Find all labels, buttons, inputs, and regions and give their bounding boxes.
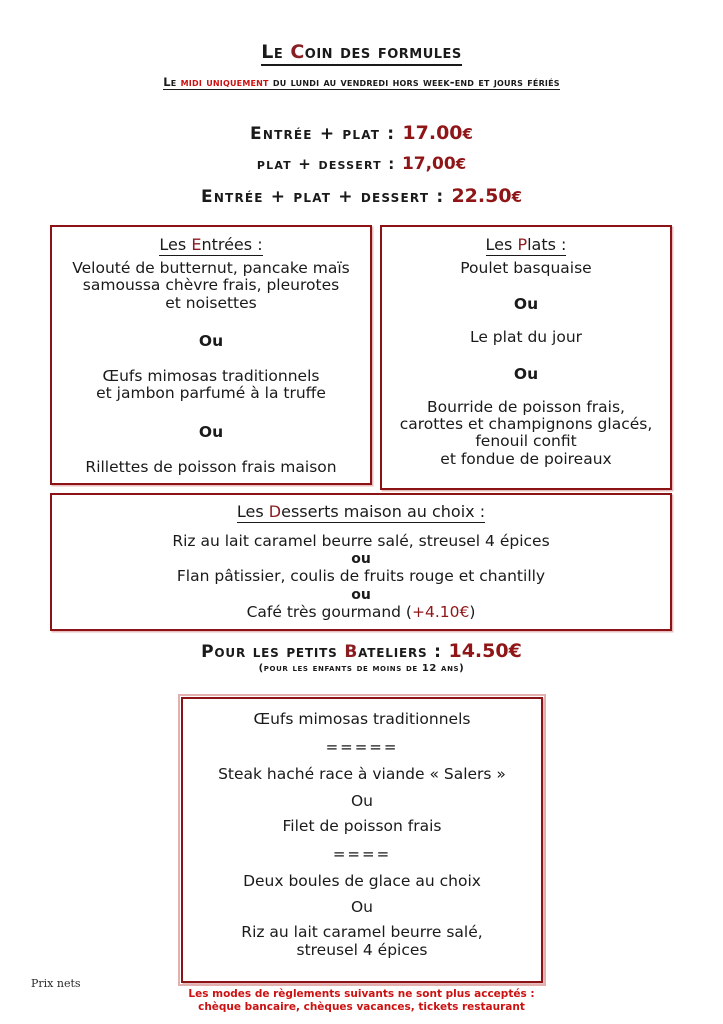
dessert-item-3-pre: Café très gourmand ( xyxy=(246,602,412,621)
kids-separator-2: ==== xyxy=(332,845,392,864)
kids-dessert-2-line-1: Riz au lait caramel beurre salé, xyxy=(241,923,483,942)
entree-item-1 xyxy=(52,260,370,312)
entree-item-1-line-1: Velouté de butternut, pancake maïs xyxy=(72,259,350,277)
plat-item-1 xyxy=(382,260,670,277)
plats-title-post: lats : xyxy=(527,235,567,254)
entrees-title-accent: E xyxy=(191,235,202,254)
kids-dessert-2-line-2: streusel 4 épices xyxy=(296,940,428,959)
dessert-item-2: Flan pâtissier, coulis de fruits rouge et chantilly xyxy=(176,567,546,586)
desserts-title-accent: D xyxy=(268,502,282,521)
entree-item-2 xyxy=(52,368,370,403)
prix-nets-label: Prix nets xyxy=(31,977,81,990)
price-amount: 17,00 xyxy=(401,154,456,174)
desserts-title-pre: Les xyxy=(236,502,269,521)
price-label: Entrée + plat + dessert : xyxy=(201,187,452,207)
price-label: Entrée + plat : xyxy=(250,124,403,144)
kids-main-1: Steak haché race à viande « Salers » xyxy=(218,765,506,784)
entree-item-2-line-2: et jambon parfumé à la truffe xyxy=(96,384,326,403)
plat-item-1-line-1: Poulet basquaise xyxy=(460,259,592,277)
plats-box xyxy=(380,225,672,490)
kids-or-2: Ou xyxy=(350,898,374,917)
desserts-title xyxy=(52,502,670,523)
kids-dessert-2 xyxy=(183,924,541,959)
price-line-entree-plat-dessert xyxy=(0,185,723,207)
kids-separator-1: ===== xyxy=(325,738,399,757)
plats-title-accent: P xyxy=(517,235,528,254)
plat-item-3-line-2: carottes et champignons glacés, xyxy=(399,415,653,434)
kids-starter: Œufs mimosas traditionnels xyxy=(253,710,471,728)
page-title-underlined xyxy=(261,41,462,66)
entrees-title-underlined xyxy=(159,235,262,256)
kids-title-accent: B xyxy=(344,642,359,662)
entree-item-3 xyxy=(52,459,370,476)
page-title xyxy=(0,41,723,66)
price-currency: € xyxy=(462,125,473,143)
entrees-title-pre: Les xyxy=(159,235,192,254)
page-title-pre: Le xyxy=(261,41,291,63)
entree-item-3-line-1: Rillettes de poisson frais maison xyxy=(85,457,337,476)
subtitle-pre: Le xyxy=(163,75,181,89)
price-label: plat + dessert : xyxy=(256,155,402,173)
page-title-accent: C xyxy=(290,41,305,63)
dessert-item-1: Riz au lait caramel beurre salé, streusel 4 épices xyxy=(172,532,550,550)
plats-title-pre: Les xyxy=(485,235,518,254)
plats-separator-1: Ou xyxy=(513,295,539,314)
page-title-post: oin des formules xyxy=(304,41,462,63)
entrees-title xyxy=(52,235,370,256)
kids-menu-title xyxy=(0,640,723,662)
plat-item-3-line-3: fenouil confit xyxy=(475,432,577,451)
price-line-plat-dessert xyxy=(0,154,723,174)
entrees-box xyxy=(50,225,372,485)
price-amount: 22.50 xyxy=(451,185,512,207)
plat-item-3-line-4: et fondue de poireaux xyxy=(440,449,612,468)
price-currency: € xyxy=(511,188,522,206)
payment-notice-line-2: chèque bancaire, chèques vacances, tickets restaurant xyxy=(198,1001,525,1014)
price-line-entree-plat xyxy=(0,122,723,144)
plats-title-underlined xyxy=(486,235,567,256)
dessert-item-3-supplement: +4.10€ xyxy=(411,602,470,621)
page-subtitle-underlined xyxy=(163,75,560,90)
page-subtitle xyxy=(0,75,723,90)
plats-separator-2: Ou xyxy=(513,364,539,383)
plat-item-3-line-1: Bourride de poisson frais, xyxy=(427,397,625,416)
desserts-separator-2: ou xyxy=(351,586,371,603)
entree-item-1-line-2: samoussa chèvre frais, pleurotes xyxy=(82,276,340,295)
subtitle-post: du lundi au vendredi hors week-end et jours fériés xyxy=(268,75,560,89)
dessert-item-3-post: ) xyxy=(469,602,476,621)
kids-main-2: Filet de poisson frais xyxy=(282,816,442,835)
desserts-box xyxy=(50,493,672,631)
plat-item-2-line-1: Le plat du jour xyxy=(469,328,583,347)
desserts-separator-1: ou xyxy=(351,551,371,568)
dessert-item-3 xyxy=(52,604,670,621)
entree-item-2-line-1: Œufs mimosas traditionnels xyxy=(102,367,320,386)
kids-or-1: Ou xyxy=(350,791,374,810)
kids-title-amount: 14.50€ xyxy=(448,640,522,662)
plats-title xyxy=(382,235,670,256)
kids-dessert-1: Deux boules de glace au choix xyxy=(243,872,481,891)
entrees-separator-1: Ou xyxy=(198,332,224,351)
payment-notice xyxy=(0,988,723,1014)
price-currency: € xyxy=(455,155,467,173)
desserts-title-post: esserts maison au choix : xyxy=(281,502,486,521)
subtitle-accent: midi uniquement xyxy=(180,75,269,89)
desserts-title-underlined xyxy=(237,502,485,523)
kids-title-post: ateliers : xyxy=(358,642,449,662)
kids-title-pre: Pour les petits xyxy=(201,642,345,662)
payment-notice-line-1: Les modes de règlements suivants ne sont plus acceptés : xyxy=(188,988,535,1000)
entrees-separator-2: Ou xyxy=(198,422,224,441)
plat-item-2 xyxy=(382,329,670,346)
kids-menu-box xyxy=(181,697,543,983)
kids-menu-subtitle: (pour les enfants de moins de 12 ans) xyxy=(258,663,465,674)
entrees-title-post: ntrées : xyxy=(201,235,263,254)
plat-item-3 xyxy=(382,399,670,468)
entree-item-1-line-3: et noisettes xyxy=(165,293,257,312)
price-amount: 17.00 xyxy=(402,122,463,144)
